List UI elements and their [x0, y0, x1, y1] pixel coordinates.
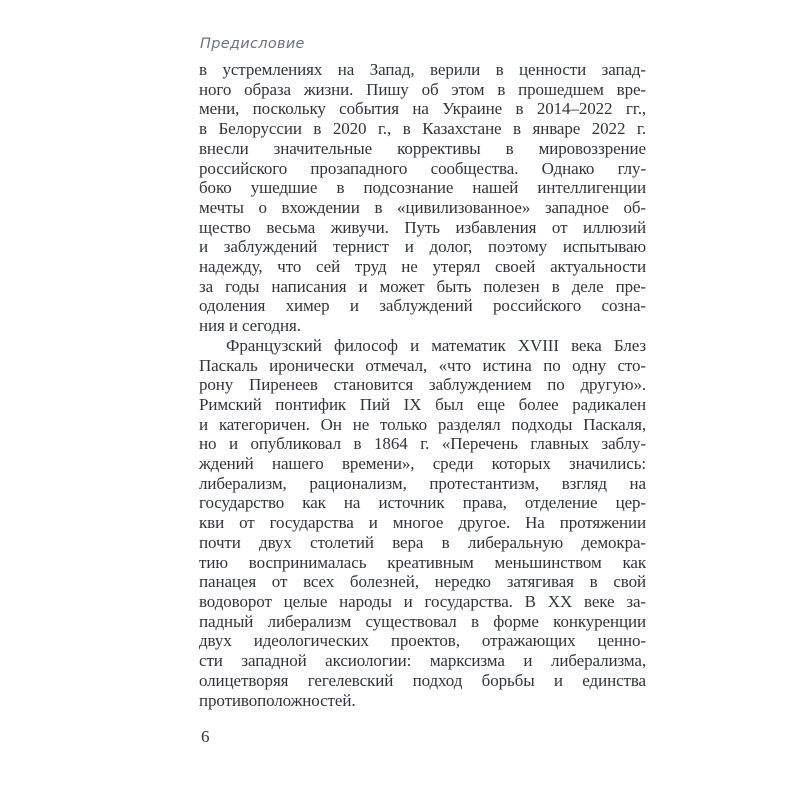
running-header-title: Предисловие — [200, 36, 305, 52]
text-line: ждений нашего времени», среди которых значились: — [199, 454, 646, 474]
text-line: сти западной аксиологии: марксизма и либерализма, — [199, 651, 646, 671]
page-number: 6 — [201, 727, 210, 746]
text-line: надежду, что сей труд не утерял своей актуальности — [199, 257, 646, 277]
paragraph — [199, 336, 646, 710]
paragraph — [199, 60, 646, 336]
text-line: мени, поскольку события на Украине в 2014–2022 гг., — [199, 99, 646, 119]
text-line: российского прозападного сообщества. Однако глу- — [199, 158, 646, 178]
text-line: кви от государства и многое другое. На протяжении — [199, 513, 646, 533]
body-text — [199, 60, 646, 710]
text-line: в устремлениях на Запад, верили в ценности запад- — [199, 60, 646, 79]
text-line: водоворот целые народы и государства. В XX веке за- — [199, 591, 646, 611]
text-line: в Белоруссии в 2020 г., в Казахстане в январе 2022 г. — [199, 119, 646, 139]
text-line: двух идеологических проектов, отражающих ценно- — [199, 631, 646, 651]
text-line: ния и сегодня. — [199, 316, 301, 336]
text-line: панацея от всех болезней, нередко затягивая в свой — [199, 572, 646, 592]
text-line: и заблуждений тернист и долог, поэтому испытываю — [199, 237, 646, 257]
text-line: но и опубликовал в 1864 г. «Перечень главных заблу- — [199, 434, 646, 454]
text-line: государство как на источник права, отделение цер- — [199, 493, 646, 513]
text-line: внесли значительные коррективы в мировоззрение — [199, 138, 646, 158]
text-line: мечты о вхождении в «цивилизованное» западное об- — [199, 197, 646, 217]
text-line: щество весьма живучи. Путь избавления от иллюзий — [199, 217, 646, 237]
text-line: противоположностей. — [199, 690, 356, 710]
text-line: и категоричен. Он не только разделял подходы Паскаля, — [199, 414, 646, 434]
text-line: либерализм, рационализм, протестантизм, взгляд на — [199, 473, 646, 493]
text-line: олицетворяя гегелевский подход борьбы и единства — [199, 670, 646, 690]
text-line: за годы написания и может быть полезен в деле пре- — [199, 276, 646, 296]
text-line: ного образа жизни. Пишу об этом в прошедшем вре- — [199, 79, 646, 99]
text-line: рону Пиренеев становится заблуждением по другую». — [199, 375, 646, 395]
text-line: Паскаль иронически отмечал, «что истина по одну сто- — [199, 355, 646, 375]
text-line: почти двух столетий вера в либеральную демокра- — [199, 532, 646, 552]
text-line: боко ушедшие в подсознание нашей интеллигенции — [199, 178, 646, 198]
text-line: Римский понтифик Пий IX был еще более радикален — [199, 394, 646, 414]
text-line: падный либерализм существовал в форме конкуренции — [199, 611, 646, 631]
text-line: одоления химер и заблуждений российского созна- — [199, 296, 646, 316]
text-line: тию воспринималась креативным меньшинством как — [199, 552, 646, 572]
text-line: Французский философ и математик XVIII века Блез — [226, 335, 646, 355]
